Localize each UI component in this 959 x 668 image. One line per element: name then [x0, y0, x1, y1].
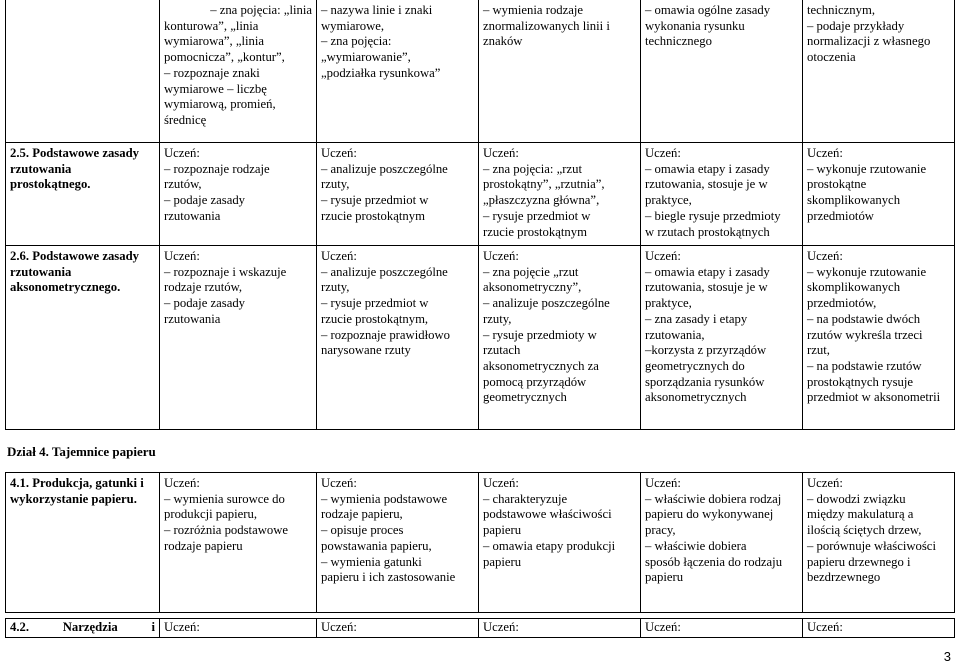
requirement-line: skomplikowanych [807, 193, 901, 208]
grade-5-cell-bottom [641, 246, 802, 408]
requirement-line: w rzutach prostokątnych [645, 224, 770, 239]
requirement-line: rodzaje rzutów, [164, 280, 243, 295]
requirement-line: rodzaje papieru [164, 538, 243, 553]
requirement-line: – analizuje poszczególne [321, 161, 448, 176]
topic-text: 4.2. Narzędzia i [10, 620, 155, 634]
grade-2-cell-mid [160, 143, 316, 227]
requirement-line: rzutowania, stosuje je w [645, 177, 768, 192]
requirement-line: – rozpoznaje prawidłowo [321, 327, 450, 342]
student-label: Uczeń: [807, 249, 843, 263]
table2-border-right [954, 472, 955, 613]
topic-2-5-cell [6, 143, 159, 195]
table1-border-right [954, 0, 955, 430]
section-title: Dział 4. Tajemnice papieru [7, 444, 156, 459]
requirement-line: – zna pojęcie „rzut [483, 264, 579, 279]
requirement-line: – podaje przykłady [807, 18, 905, 33]
requirement-line: prostokątne [807, 177, 867, 192]
topic-4-2-cell [6, 618, 159, 638]
grade-5-cell-mid [641, 143, 802, 242]
requirement-line: – wykonuje rzutowanie [807, 161, 927, 176]
requirement-line: – wymienia podstawowe [321, 491, 448, 506]
requirement-line: wymiarowe – liczbę [164, 81, 267, 96]
requirement-line: otoczenia [807, 50, 856, 65]
requirement-line: – podaje zasady [164, 296, 246, 311]
topic-text: rzutowania [10, 264, 72, 279]
topic-text: 4.1. Produkcja, gatunki i [10, 476, 144, 490]
requirement-line: między makulaturą a [807, 507, 914, 522]
student-label: Uczeń: [164, 146, 200, 160]
tools-grade-4-cell [479, 618, 640, 638]
student-label: Uczeń: [483, 476, 519, 490]
grade-3-cell-mid [317, 143, 478, 227]
requirement-line: – opisuje proces [321, 523, 404, 538]
requirement-line: podstawowe właściwości [483, 507, 612, 522]
student-label: Uczeń: [645, 146, 681, 160]
requirement-line: – biegle rysuje przedmioty [645, 208, 781, 223]
requirement-line: – rozpoznaje znaki [164, 65, 260, 80]
requirement-line: technicznego [645, 34, 712, 49]
requirement-line: – omawia etapy i zasady [645, 161, 770, 176]
tools-grade-2-cell [160, 618, 316, 638]
requirement-line: ilością ściętych drzew, [807, 523, 922, 538]
student-label: Uczeń: [645, 249, 681, 263]
requirement-line: – właściwie dobiera rodzaj [645, 491, 782, 506]
requirement-line: sporządzania rysunków [645, 374, 765, 389]
requirement-line: – wykonuje rzutowanie [807, 264, 927, 279]
requirement-line: prostokątny”, „rzutnia”, [483, 177, 605, 192]
requirement-line: powstawania papieru, [321, 538, 432, 553]
requirement-line: – omawia etapy produkcji [483, 538, 616, 553]
student-label: Uczeń: [645, 476, 681, 490]
grade-2-cell-top [160, 0, 316, 131]
student-label: Uczeń: [321, 146, 357, 160]
requirement-line: – wymienia surowce do [164, 491, 285, 506]
grade-6-cell-top [803, 0, 954, 68]
table1-border-bottom [5, 429, 955, 430]
requirement-line: rzutowania [164, 311, 221, 326]
requirement-line: znaków [483, 34, 523, 49]
requirement-line: – podaje zasady [164, 193, 246, 208]
requirement-line: wykonania rysunku [645, 18, 745, 33]
grade-4-cell-top [479, 0, 640, 52]
grade-5-cell-top [641, 0, 802, 52]
student-label: Uczeń: [164, 249, 200, 263]
topic-text: rzutowania [10, 161, 72, 176]
requirement-line: rzut, [807, 343, 830, 358]
requirement-line: – zna zasady i etapy [645, 311, 748, 326]
requirement-line: – na podstawie rzutów [807, 358, 922, 373]
requirement-line: „płaszczyzna główna”, [483, 193, 600, 208]
table1-border-left [5, 0, 6, 430]
requirement-line: – rozpoznaje rodzaje [164, 161, 270, 176]
requirement-line: papieru [483, 554, 522, 569]
requirement-line: aksonometrycznych [645, 390, 747, 405]
student-label: Uczeń: [483, 249, 519, 263]
requirement-line: rzutowania, [645, 327, 705, 342]
paper-grade-5-cell [641, 473, 802, 588]
requirement-line: –korzysta z przyrządów [645, 343, 767, 358]
requirement-line: praktyce, [645, 193, 692, 208]
table3-border-right [954, 618, 955, 638]
grade-2-cell-bottom [160, 246, 316, 330]
requirement-line: pomocnicza”, „kontur”, [164, 50, 285, 65]
grade-6-cell-bottom [803, 246, 954, 408]
requirement-line: rodzaje papieru, [321, 507, 403, 522]
requirement-line: papieru do wykonywanej [645, 507, 774, 522]
requirement-line: – wymienia rodzaje [483, 3, 584, 17]
requirement-line: rzuty, [483, 311, 512, 326]
requirement-line: – omawia etapy i zasady [645, 264, 770, 279]
requirement-line: prostokątnych rysuje [807, 374, 914, 389]
requirement-line: narysowane rzuty [321, 343, 411, 358]
requirement-line: aksonometrycznych za [483, 358, 599, 373]
requirement-line: – dowodzi związku [807, 491, 906, 506]
student-label: Uczeń: [164, 620, 200, 634]
requirement-line: średnicę [164, 112, 207, 127]
requirement-line: papieru drzewnego i [807, 554, 911, 569]
requirement-line: przedmiot w aksonometrii [807, 390, 941, 405]
paper-grade-2-cell [160, 473, 316, 557]
requirement-line: produkcji papieru, [164, 507, 258, 522]
requirement-line: – analizuje poszczególne [483, 296, 610, 311]
requirement-line: – na podstawie dwóch [807, 311, 921, 326]
requirement-line: przedmiotów, [807, 296, 877, 311]
page-number: 3 [943, 649, 951, 664]
student-label: Uczeń: [321, 249, 357, 263]
student-label: Uczeń: [321, 476, 357, 490]
requirement-line: konturowa”, „linia [164, 18, 259, 33]
requirement-line: rzutów wykreśla trzeci [807, 327, 923, 342]
topic-text: 2.5. Podstawowe zasady [10, 146, 139, 160]
topic-text: wykorzystanie papieru. [10, 491, 137, 506]
requirement-line: – rysuje przedmiot w [321, 193, 429, 208]
requirement-line: rzuty, [321, 177, 350, 192]
student-label: Uczeń: [807, 620, 843, 634]
requirement-line: wymiarowe, [321, 18, 385, 33]
requirement-line: – charakteryzuje [483, 491, 568, 506]
requirement-line: – nazywa linie i znaki [321, 3, 433, 17]
requirement-line: wymiarowa”, „linia [164, 34, 265, 49]
requirement-line: praktyce, [645, 296, 692, 311]
requirement-line: – analizuje poszczególne [321, 264, 448, 279]
requirement-line: bezdrzewnego [807, 570, 881, 585]
table2-border-bottom [5, 612, 955, 613]
student-label: Uczeń: [645, 620, 681, 634]
requirement-line: rzuty, [321, 280, 350, 295]
topic-text: 2.6. Podstawowe zasady [10, 249, 139, 263]
requirement-line: rzucie prostokątnym [321, 208, 425, 223]
requirement-line: rzucie prostokątnym, [321, 311, 429, 326]
tools-grade-5-cell [641, 618, 802, 638]
paper-grade-3-cell [317, 473, 478, 588]
grade-3-cell-top [317, 0, 478, 84]
requirement-line: – rozróżnia podstawowe [164, 523, 289, 538]
requirement-line: sposób łączenia do rodzaju [645, 554, 783, 569]
requirement-line: papieru [645, 570, 684, 585]
topic-text: aksonometrycznego. [10, 280, 121, 295]
grade-4-cell-mid [479, 143, 640, 242]
grade-3-cell-bottom [317, 246, 478, 361]
requirement-line: rzucie prostokątnym [483, 224, 587, 239]
requirement-line: normalizacji z własnego [807, 34, 931, 49]
student-label: Uczeń: [483, 620, 519, 634]
requirement-line: – rysuje przedmiot w [321, 296, 429, 311]
requirement-line: geometrycznych do [645, 358, 745, 373]
grade-6-cell-mid [803, 143, 954, 227]
requirement-line: – rysuje przedmiot w [483, 208, 591, 223]
student-label: Uczeń: [164, 476, 200, 490]
requirement-line: – porównuje właściwości [807, 538, 936, 553]
student-label: Uczeń: [483, 146, 519, 160]
requirement-line: papieru i ich zastosowanie [321, 570, 456, 585]
tools-grade-3-cell [317, 618, 478, 638]
requirement-line: pomocą przyrządów [483, 374, 587, 389]
requirement-line: – rysuje przedmioty w [483, 327, 597, 342]
requirement-line: pracy, [645, 523, 676, 538]
topic-4-1-cell [6, 473, 159, 509]
student-label: Uczeń: [321, 620, 357, 634]
topic-text: prostokątnego. [10, 177, 91, 192]
requirement-line: – wymienia gatunki [321, 554, 422, 569]
requirement-line: – zna pojęcia: „linia [210, 3, 312, 17]
requirement-line: – omawia ogólne zasady [645, 3, 771, 17]
paper-grade-6-cell [803, 473, 954, 588]
requirement-line: rzutowania, stosuje je w [645, 280, 768, 295]
requirement-line: aksonometryczny”, [483, 280, 582, 295]
requirement-line: geometrycznych [483, 390, 567, 405]
requirement-line: technicznym, [807, 3, 875, 17]
requirement-line: – właściwie dobiera [645, 538, 747, 553]
requirement-line: znormalizowanych linii i [483, 18, 610, 33]
topic-2-6-cell [6, 246, 159, 298]
requirement-line: „wymiarowanie”, [321, 50, 411, 65]
student-label: Uczeń: [807, 146, 843, 160]
requirement-line: – zna pojęcia: [321, 34, 392, 49]
requirement-line: – rozpoznaje i wskazuje [164, 264, 287, 279]
requirement-line: przedmiotów [807, 208, 874, 223]
requirement-line: rzutach [483, 343, 521, 358]
requirement-line: papieru [483, 523, 522, 538]
requirement-line: wymiarową, promień, [164, 97, 276, 112]
requirement-line: „podziałka rysunkowa” [321, 65, 441, 80]
requirement-line: – zna pojęcia: „rzut [483, 161, 582, 176]
requirement-line: skomplikowanych [807, 280, 901, 295]
paper-grade-4-cell [479, 473, 640, 572]
requirement-line: rzutowania [164, 208, 221, 223]
tools-grade-6-cell [803, 618, 954, 638]
requirement-line: rzutów, [164, 177, 202, 192]
grade-4-cell-bottom [479, 246, 640, 408]
student-label: Uczeń: [807, 476, 843, 490]
